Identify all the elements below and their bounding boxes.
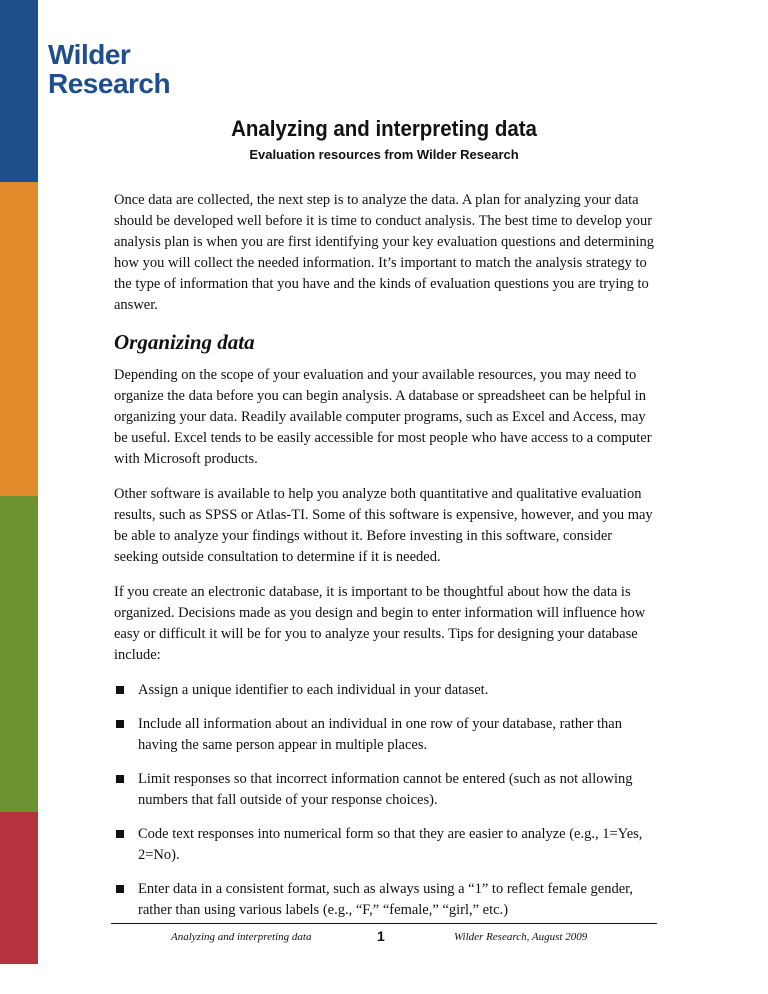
square-bullet-icon: [116, 885, 124, 893]
list-item: Enter data in a consistent format, such as always using a “1” to reflect female gender, rather than using various labels (e.g., “F,” “female,” “girl,” etc.): [114, 879, 660, 921]
body-paragraph: Depending on the scope of your evaluation and your available resources, you may need to organize the data before you can begin analysis. A database or spreadsheet can be helpful in organizing your data. Readily available computer programs, such as Excel and Access, may be useful. Excel tends to be easily accessible for most people who have access to a computer with Microsoft products.: [114, 367, 652, 467]
list-item: Code text responses into numerical form so that they are easier to analyze (e.g., 1=Yes, 2=No).: [114, 824, 660, 866]
footer-document-title: Analyzing and interpreting data: [171, 931, 312, 943]
tips-list: [114, 680, 660, 921]
page-title: Analyzing and interpreting data: [231, 116, 537, 141]
section-heading: Organizing data: [114, 330, 255, 354]
page-subtitle: Evaluation resources from Wilder Research: [249, 147, 519, 162]
color-stripe-green: [0, 496, 38, 812]
intro-paragraph: Once data are collected, the next step is to analyze the data. A plan for analyzing your data should be developed well before it is time to conduct analysis. The best time to develop your analysis plan is when you are first identifying your key evaluation questions and determining how you will collect the needed information. It’s important to match the analysis strategy to the type of information that you have and the kinds of evaluation questions you are trying to answer.: [114, 192, 655, 313]
document-body: [114, 190, 660, 934]
color-stripe-orange: [0, 182, 38, 496]
logo-line-1: Wilder: [48, 39, 131, 70]
square-bullet-icon: [116, 686, 124, 694]
body-paragraph: If you create an electronic database, it is important to be thoughtful about how the data is organized. Decisions made as you design and begin to enter information will influence how easy or difficult it will be for you to analyze your results. Tips for designing your database include:: [114, 584, 646, 663]
page-number: 1: [377, 928, 385, 944]
list-item: Assign a unique identifier to each individual in your dataset.: [114, 680, 660, 701]
wilder-research-logo: [48, 40, 170, 98]
list-item: Limit responses so that incorrect information cannot be entered (such as not allowing numbers that fall outside of your response choices).: [114, 769, 660, 811]
list-item: Include all information about an individual in one row of your database, rather than having the same person appear in multiple places.: [114, 714, 660, 756]
footer-divider: [111, 923, 657, 924]
square-bullet-icon: [116, 775, 124, 783]
square-bullet-icon: [116, 720, 124, 728]
square-bullet-icon: [116, 830, 124, 838]
logo-line-2: Research: [48, 68, 171, 99]
footer-attribution: Wilder Research, August 2009: [454, 931, 588, 943]
color-stripe-red: [0, 812, 38, 964]
body-paragraph: Other software is available to help you analyze both quantitative and qualitative evaluation results, such as SPSS or Atlas-TI. Some of this software is expensive, however, and you may be able to analyze your findings without it. Before investing in this software, consider seeking outside consultation to determine if it is needed.: [114, 486, 653, 565]
